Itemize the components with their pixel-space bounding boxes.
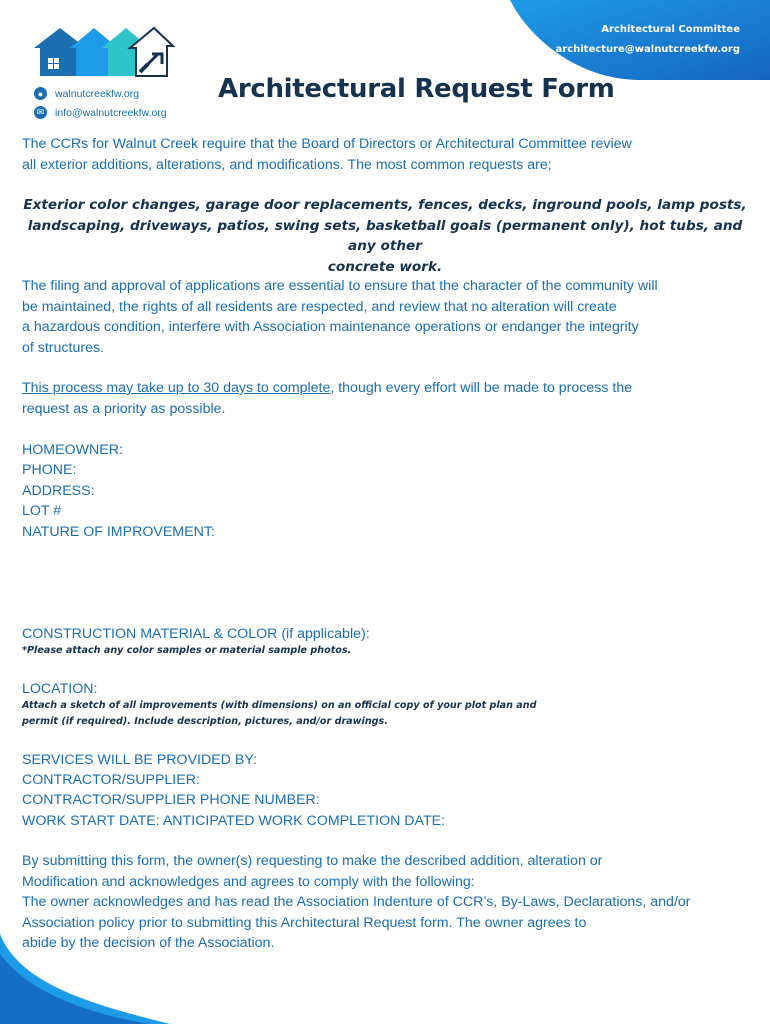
work-dates-field[interactable]: WORK START DATE: ANTICIPATED WORK COMPLETION DATE: <box>22 813 446 829</box>
location-note-line: Attach a sketch of all improvements (with dimensions) on an official copy of your plot plan and <box>22 700 537 711</box>
process-line <box>22 378 722 399</box>
filing-line: of structures. <box>22 339 105 356</box>
filing-line: be maintained, the rights of all residents are respected, and review that no alteration will create <box>22 298 617 315</box>
website-link[interactable]: walnutcreekfw.org <box>55 87 140 100</box>
material-note: *Please attach any color samples or material sample photos. <box>22 645 352 656</box>
common-requests-line: landscaping, driveways, patios, swing sets, basketball goals (permanent only), hot tubs, and any other <box>27 217 743 254</box>
closing-line: Modification and acknowledges and agrees to comply with the following: <box>22 873 475 890</box>
form-title: Architectural Request Form <box>218 74 615 104</box>
common-requests <box>22 195 748 277</box>
location-note-line: permit (if required). Include description, pictures, and/or drawings. <box>22 715 388 727</box>
committee-email[interactable]: architecture@walnutcreekfw.org <box>555 44 740 55</box>
intro-paragraph <box>22 134 722 175</box>
construction-material-field[interactable]: CONSTRUCTION MATERIAL & COLOR (if applicable): <box>22 626 370 642</box>
closing-line: Association policy prior to submitting this Architectural Request form. The owner agrees to <box>22 914 587 931</box>
closing-line: abide by the decision of the Association. <box>22 935 275 951</box>
email-contact[interactable] <box>34 106 167 119</box>
committee-name: Architectural Committee <box>601 24 740 35</box>
process-paragraph <box>22 378 722 419</box>
nature-of-improvement-field[interactable]: NATURE OF IMPROVEMENT: <box>22 524 215 540</box>
location-note <box>22 698 536 729</box>
phone-field[interactable]: PHONE: <box>22 462 77 478</box>
lot-field[interactable]: LOT # <box>22 503 62 519</box>
contractor-phone-field[interactable]: CONTRACTOR/SUPPLIER PHONE NUMBER: <box>22 792 320 808</box>
intro-line: The CCRs for Walnut Creek require that the Board of Directors or Architectural Committee review <box>22 136 632 152</box>
website-contact[interactable] <box>34 87 139 100</box>
filing-paragraph <box>22 276 722 358</box>
filing-line: The filing and approval of applications are essential to ensure that the character of the community will <box>22 278 658 294</box>
globe-icon: ● <box>34 87 47 100</box>
location-field[interactable]: LOCATION: <box>22 681 98 697</box>
committee-info <box>556 20 740 60</box>
closing-line: By submitting this form, the owner(s) requesting to make the described addition, alteration or <box>22 853 603 869</box>
process-rest: , though every effort will be made to process the <box>330 380 633 396</box>
address-field[interactable]: ADDRESS: <box>22 483 95 499</box>
process-line: request as a priority as possible. <box>22 400 226 417</box>
common-requests-line: Exterior color changes, garage door replacements, fences, decks, inground pools, lamp posts, <box>23 197 747 213</box>
common-requests-line: concrete work. <box>327 258 443 275</box>
mail-icon: ✉ <box>34 106 47 119</box>
walnut-creek-logo <box>30 26 175 80</box>
contractor-field[interactable]: CONTRACTOR/SUPPLIER: <box>22 772 200 788</box>
homeowner-field[interactable]: HOMEOWNER: <box>22 442 123 458</box>
filing-line: a hazardous condition, interfere with Association maintenance operations or endanger the integrity <box>22 319 639 335</box>
closing-paragraph <box>22 851 722 954</box>
info-email-link[interactable]: info@walnutcreekfw.org <box>55 106 167 119</box>
closing-line: The owner acknowledges and has read the Association Indenture of CCR’s, By-Laws, Declarations, and/or <box>22 894 691 910</box>
services-field[interactable]: SERVICES WILL BE PROVIDED BY: <box>22 752 257 768</box>
process-duration-underlined: This process may take up to 30 days to complete <box>22 380 331 396</box>
intro-line: all exterior additions, alterations, and modifications. The most common requests are; <box>22 156 552 173</box>
